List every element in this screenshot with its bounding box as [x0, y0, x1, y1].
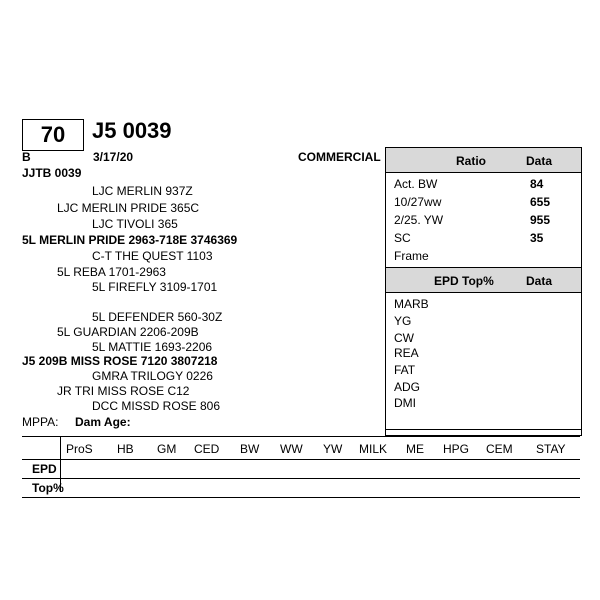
col-pros: ProS — [66, 442, 93, 456]
top-percent-row: Top% — [22, 478, 580, 498]
col-yw: YW — [323, 442, 343, 456]
mppa-label: MPPA: — [22, 415, 59, 429]
ratio-row: 10/27ww 655 — [394, 195, 551, 209]
ratio-row: SC 35 — [394, 231, 544, 245]
birth-date: 3/17/20 — [93, 150, 134, 164]
col-hpg: HPG — [443, 442, 470, 456]
epd-data-header-label: Data — [526, 274, 553, 288]
sire-dam-dam: 5L FIREFLY 3109-1701 — [92, 280, 218, 294]
data-header-label: Data — [526, 154, 553, 168]
epd-item: CW — [394, 331, 414, 345]
col-ced: CED — [194, 442, 220, 456]
dam-sire-sire: 5L DEFENDER 560-30Z — [92, 310, 223, 324]
lot-number: 70 — [22, 119, 84, 151]
ratio-header-label: Ratio — [456, 154, 486, 168]
sire: 5L MERLIN PRIDE 2963-718E 3746369 — [22, 233, 238, 247]
registration-id: JJTB 0039 — [22, 166, 82, 180]
epd-table — [22, 436, 580, 498]
col-gm: GM — [157, 442, 177, 456]
dam: J5 209B MISS ROSE 7120 3807218 — [22, 354, 218, 368]
col-cem: CEM — [486, 442, 513, 456]
epd-item: REA — [394, 346, 419, 360]
col-stay: STAY — [536, 442, 566, 456]
col-hb: HB — [117, 442, 134, 456]
ratio-row: 2/25. YW 955 — [394, 213, 551, 227]
dam-sire: 5L GUARDIAN 2206-209B — [57, 325, 199, 339]
sire-dam: 5L REBA 1701-2963 — [57, 265, 166, 279]
ratio-row: Frame — [394, 249, 429, 263]
dam-sire-dam: 5L MATTIE 1693-2206 — [92, 340, 213, 354]
sire-sire-dam: LJC TIVOLI 365 — [92, 217, 178, 231]
col-me: ME — [406, 442, 424, 456]
dam-dam-dam: DCC MISSD ROSE 806 — [92, 399, 221, 413]
sex: B — [22, 150, 31, 164]
col-ww: WW — [280, 442, 303, 456]
ratio-header — [386, 148, 581, 173]
col-milk: MILK — [359, 442, 388, 456]
sire-sire: LJC MERLIN PRIDE 365C — [57, 201, 200, 215]
epd-header — [386, 267, 581, 293]
epd-item: ADG — [394, 380, 421, 394]
epd-row: EPD — [22, 459, 580, 478]
dam-dam-sire: GMRA TRILOGY 0226 — [92, 369, 213, 383]
dam-dam: JR TRI MISS ROSE C12 — [57, 384, 190, 398]
col-bw: BW — [240, 442, 260, 456]
performance-panel — [385, 147, 582, 436]
epd-header-label: EPD Top% — [434, 274, 494, 288]
epd-item: FAT — [394, 363, 416, 377]
epd-item: YG — [394, 314, 412, 328]
right-footer-cell — [385, 411, 582, 430]
category: COMMERCIAL — [298, 150, 381, 164]
sire-sire-sire: LJC MERLIN 937Z — [92, 184, 193, 198]
epd-item: DMI — [394, 396, 416, 410]
epd-table-header — [22, 437, 580, 459]
sire-dam-sire: C-T THE QUEST 1103 — [92, 249, 213, 263]
epd-item: MARB — [394, 297, 429, 311]
dam-age-label: Dam Age: — [75, 415, 131, 429]
ratio-row: Act. BW 84 — [394, 177, 544, 191]
tag-number: J5 0039 — [92, 118, 172, 143]
